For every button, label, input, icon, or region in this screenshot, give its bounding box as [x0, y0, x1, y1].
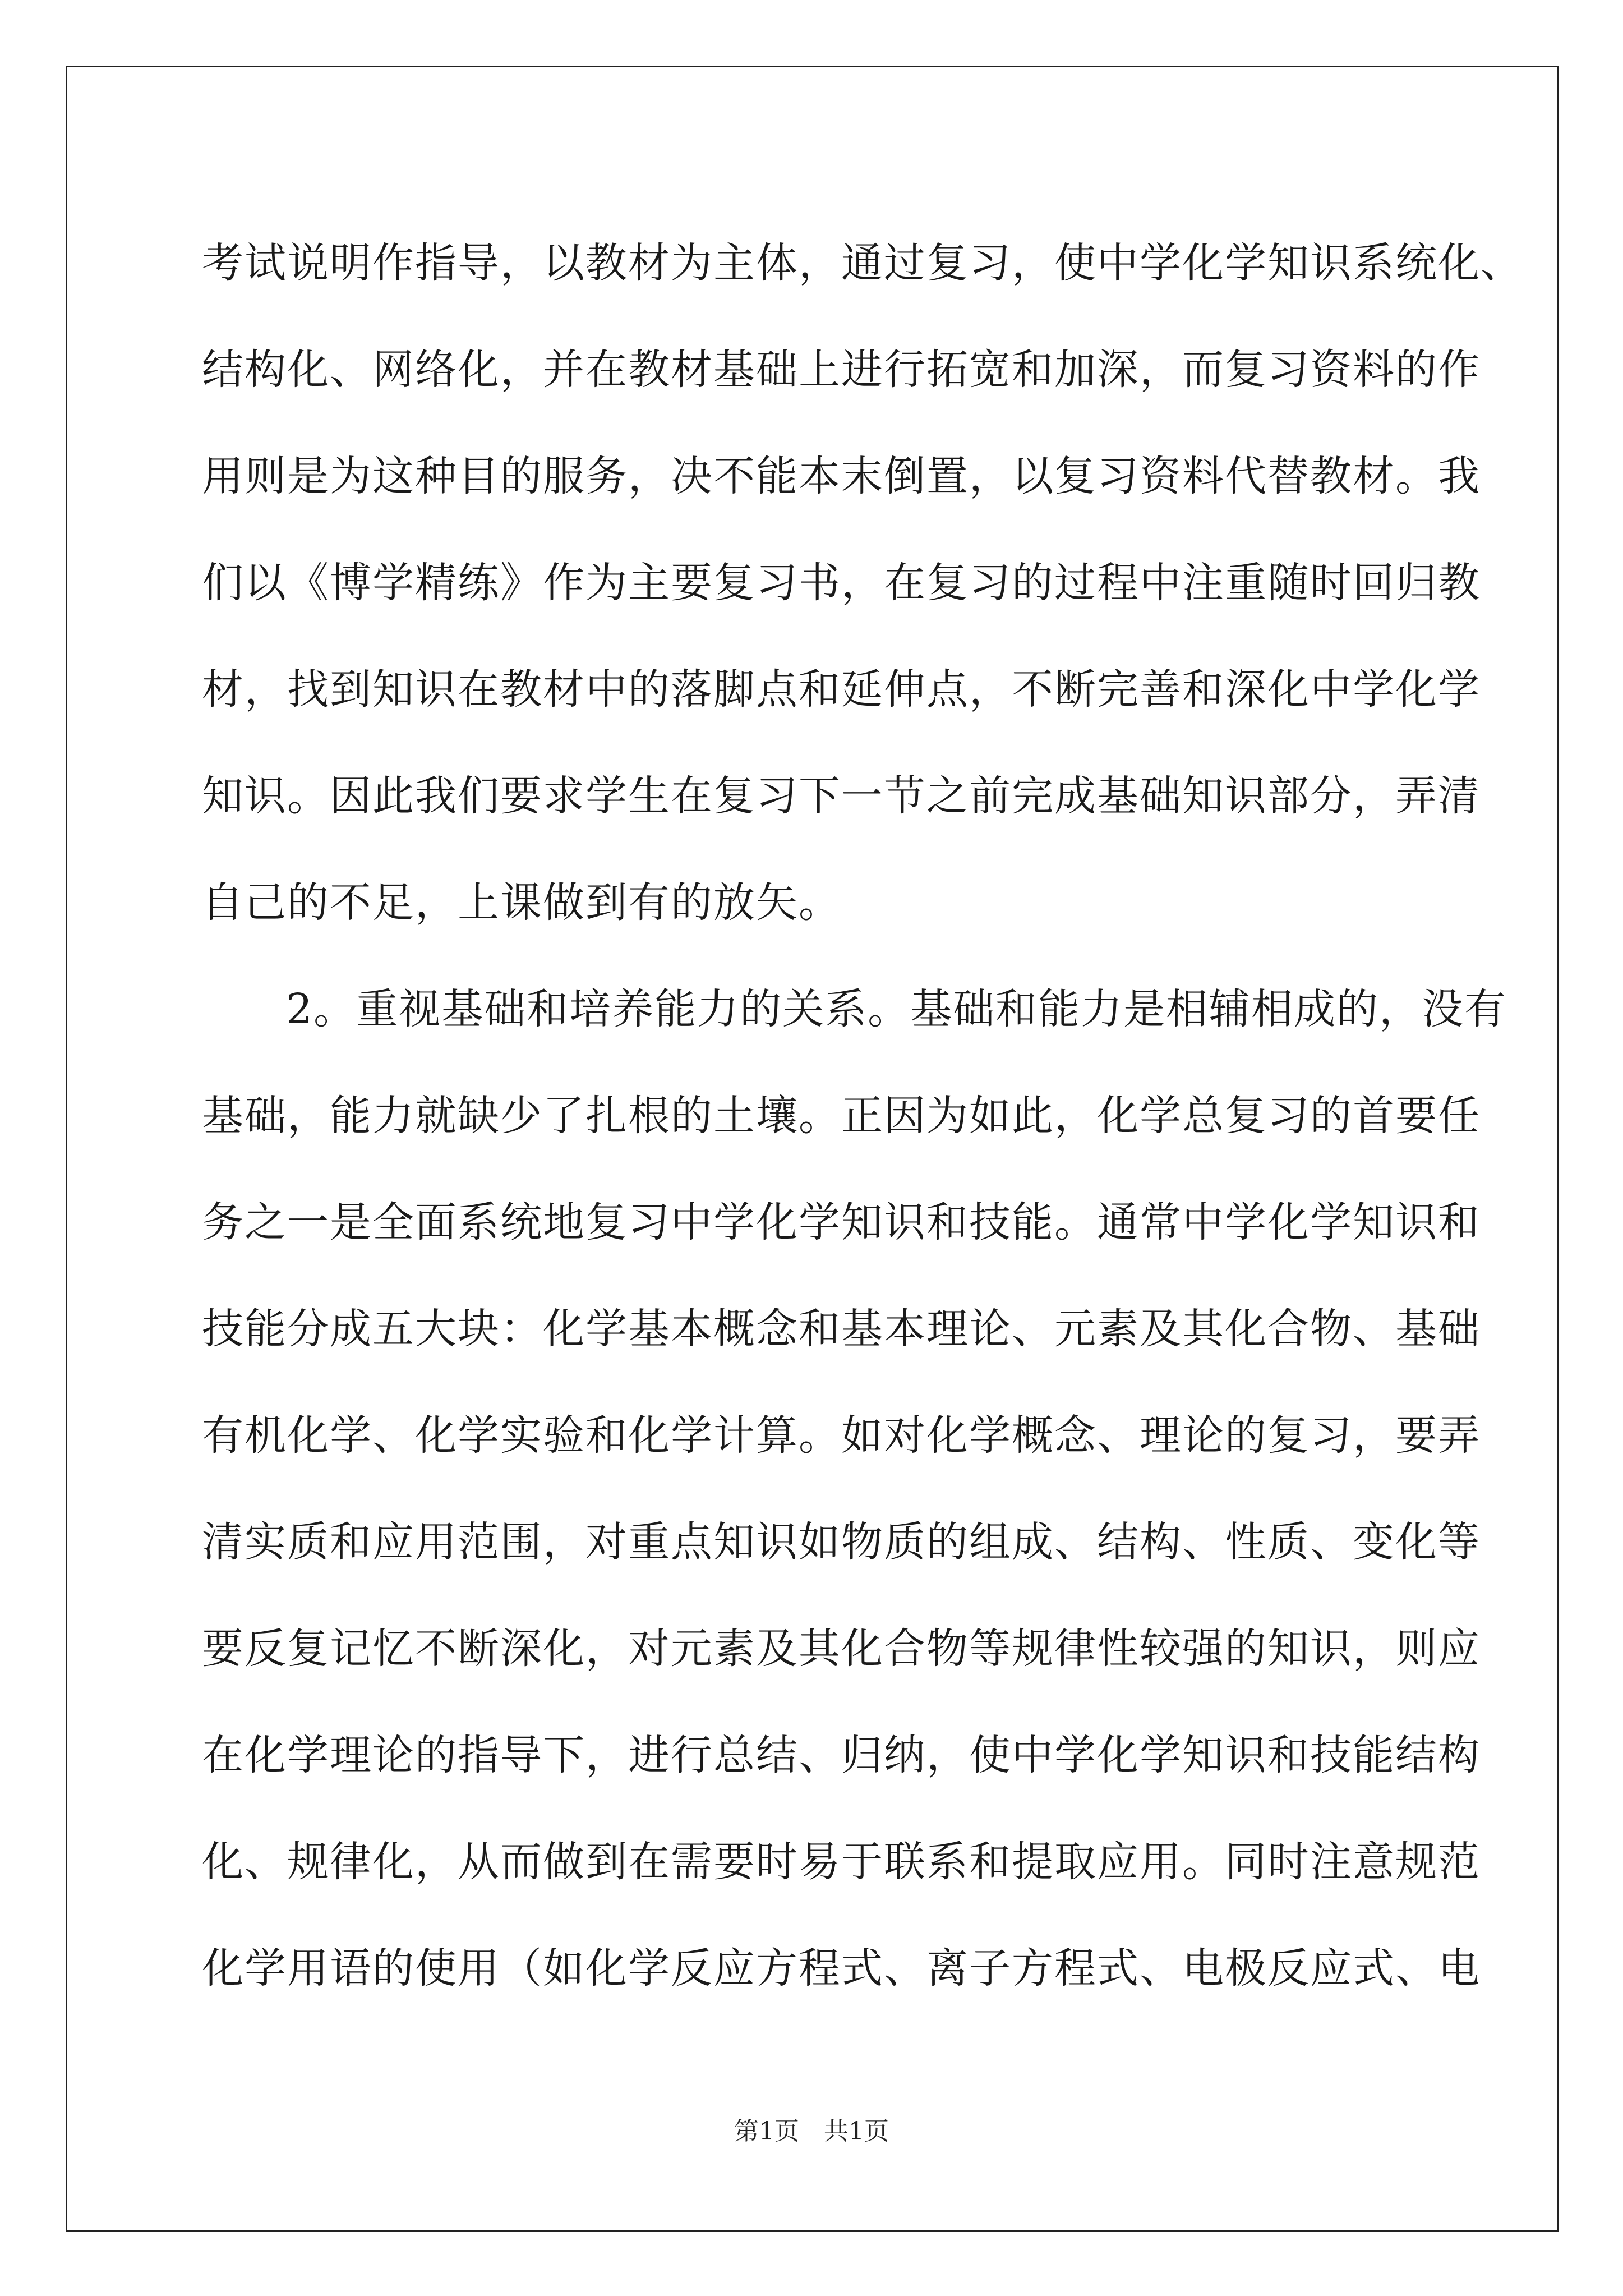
text-line: 化学用语的使用（如化学反应方程式、离子方程式、电极反应式、电	[202, 1944, 1481, 1993]
text-line: 自己的不足，上课做到有的放矢。	[202, 878, 841, 927]
text-line: 材，找到知识在教材中的落脚点和延伸点，不断完善和深化中学化学	[202, 665, 1481, 714]
text-line: 务之一是全面系统地复习中学化学知识和技能。通常中学化学知识和	[202, 1198, 1481, 1246]
text-line: 化、规律化，从而做到在需要时易于联系和提取应用。同时注意规范	[202, 1838, 1481, 1886]
text-line: 结构化、网络化，并在教材基础上进行拓宽和加深，而复习资料的作	[202, 346, 1481, 394]
page-number-footer: 第1页 共1页	[734, 2117, 889, 2146]
text-line: 要反复记忆不断深化，对元素及其化合物等规律性较强的知识，则应	[202, 1625, 1481, 1673]
text-line: 技能分成五大块：化学基本概念和基本理论、元素及其化合物、基础	[202, 1305, 1481, 1353]
paragraph-start-line: 2。重视基础和培养能力的关系。基础和能力是相辅相成的，没有	[286, 985, 1507, 1033]
text-line: 考试说明作指导，以教材为主体，通过复习，使中学化学知识系统化、	[202, 239, 1523, 287]
text-line: 基础，能力就缺少了扎根的土壤。正因为如此，化学总复习的首要任	[202, 1092, 1481, 1140]
text-line: 有机化学、化学实验和化学计算。如对化学概念、理论的复习，要弄	[202, 1411, 1481, 1460]
text-line: 在化学理论的指导下，进行总结、归纳，使中学化学知识和技能结构	[202, 1731, 1481, 1779]
document-body	[202, 210, 1523, 2022]
text-line: 知识。因此我们要求学生在复习下一节之前完成基础知识部分，弄清	[202, 772, 1481, 820]
text-line: 们以《博学精练》作为主要复习书，在复习的过程中注重随时回归教	[202, 559, 1481, 607]
text-line: 清实质和应用范围，对重点知识如物质的组成、结构、性质、变化等	[202, 1518, 1481, 1566]
text-line: 用则是为这种目的服务，决不能本末倒置，以复习资料代替教材。我	[202, 452, 1481, 500]
